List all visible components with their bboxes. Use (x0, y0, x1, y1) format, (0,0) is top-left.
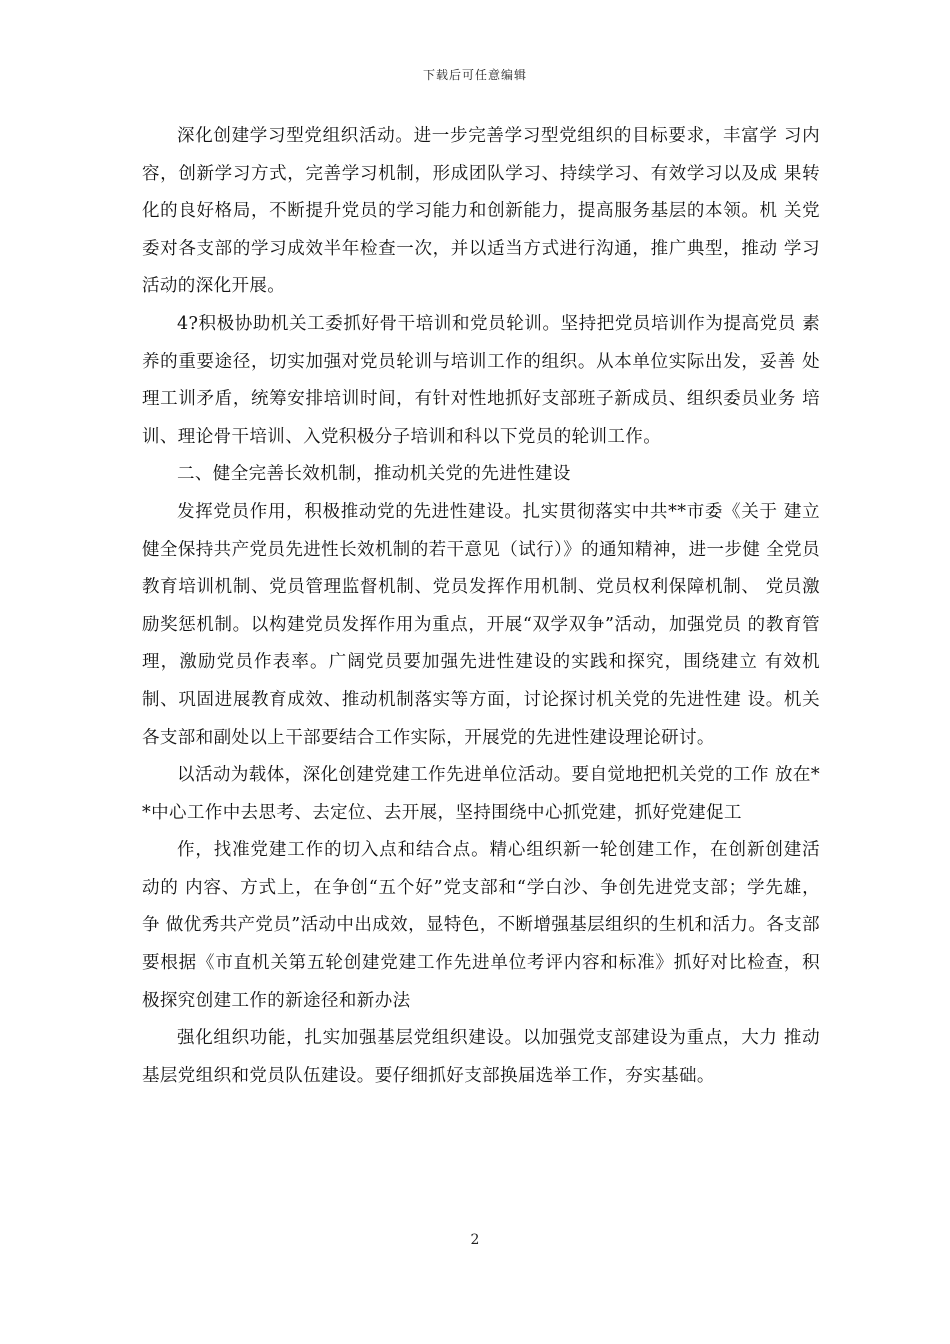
section-heading-mechanism: 二、健全完善长效机制，推动机关党的先进性建设 (177, 464, 571, 485)
paragraph-party-members-role: 发挥党员作用，积极推动党的先进性建设。扎实贯彻落实中共**市委《关于 建立健全保持共产党员先进性长效机制的若干意见（试行）》的通知精神，进一步健 全党员教育培训机制、党员管理监督机制、党员发挥作用机制、党员权利保障机制、 党员激励奖惩机制。以构建党员发挥作用为重点，开展“双学双争”活动，加强党员 的教育管理，激励党员作表率。广阔党员要加强先进性建设的实践和探究，围绕建立 有效机制、巩固进展教育成效、推动机制落实等方面，讨论探讨机关党的先进性建 设。机关各支部和副处以上干部要结合工作实际，开展党的先进性建设理论研讨。 (142, 501, 820, 748)
page-header: 下载后可任意编辑 (422, 68, 527, 82)
page-number: 2 (470, 1232, 480, 1248)
paragraph-organization-function: 强化组织功能，扎实加强基层党组织建设。以加强党支部建设为重点，大力 推动基层党组织和党员队伍建设。要仔细抓好支部换届选举工作，夯实基础。 (142, 1028, 820, 1086)
paragraph-activity-carrier: 以活动为载体，深化创建党建工作先进单位活动。要自觉地把机关党的工作 放在**中心工作中去思考、去定位、去开展，坚持围绕中心抓党建，抓好党建促工 (142, 765, 820, 823)
paragraph-learning-organization: 深化创建学习型党组织活动。进一步完善学习型党组织的目标要求，丰富学 习内容，创新学习方式，完善学习机制，形成团队学习、持续学习、有效学习以及成 果转化的良好格局，不断提升党员的学习能力和创新能力，提高服务基层的本领。机 关党委对各支部的学习成效半年检查一次，并以适当方式进行沟通，推广典型，推动 学习活动的深化开展。 (142, 126, 820, 297)
paragraph-entry-point: 作，找准党建工作的切入点和结合点。精心组织新一轮创建工作，在创新创建活动的 内容、方式上，在争创“五个好”党支部和“学白沙、争创先进党支部；学先雄，争 做优秀共产党员”活动中出成效，显特色，不断增强基层组织的生机和活力。各支部 要根据《市直机关第五轮创建党建工作先进单位考评内容和标准》抓好对比检查，积 极探究创建工作的新途径和新办法 (142, 840, 820, 1011)
document-body (142, 118, 820, 1095)
paragraph-training: 4?积极协助机关工委抓好骨干培训和党员轮训。坚持把党员培训作为提高党员 素养的重要途径，切实加强对党员轮训与培训工作的组织。从本单位实际出发，妥善 处理工训矛盾，统筹安排培训时间，有针对性地抓好支部班子新成员、组织委员业务 培训、理论骨干培训、入党积极分子培训和科以下党员的轮训工作。 (142, 313, 820, 447)
